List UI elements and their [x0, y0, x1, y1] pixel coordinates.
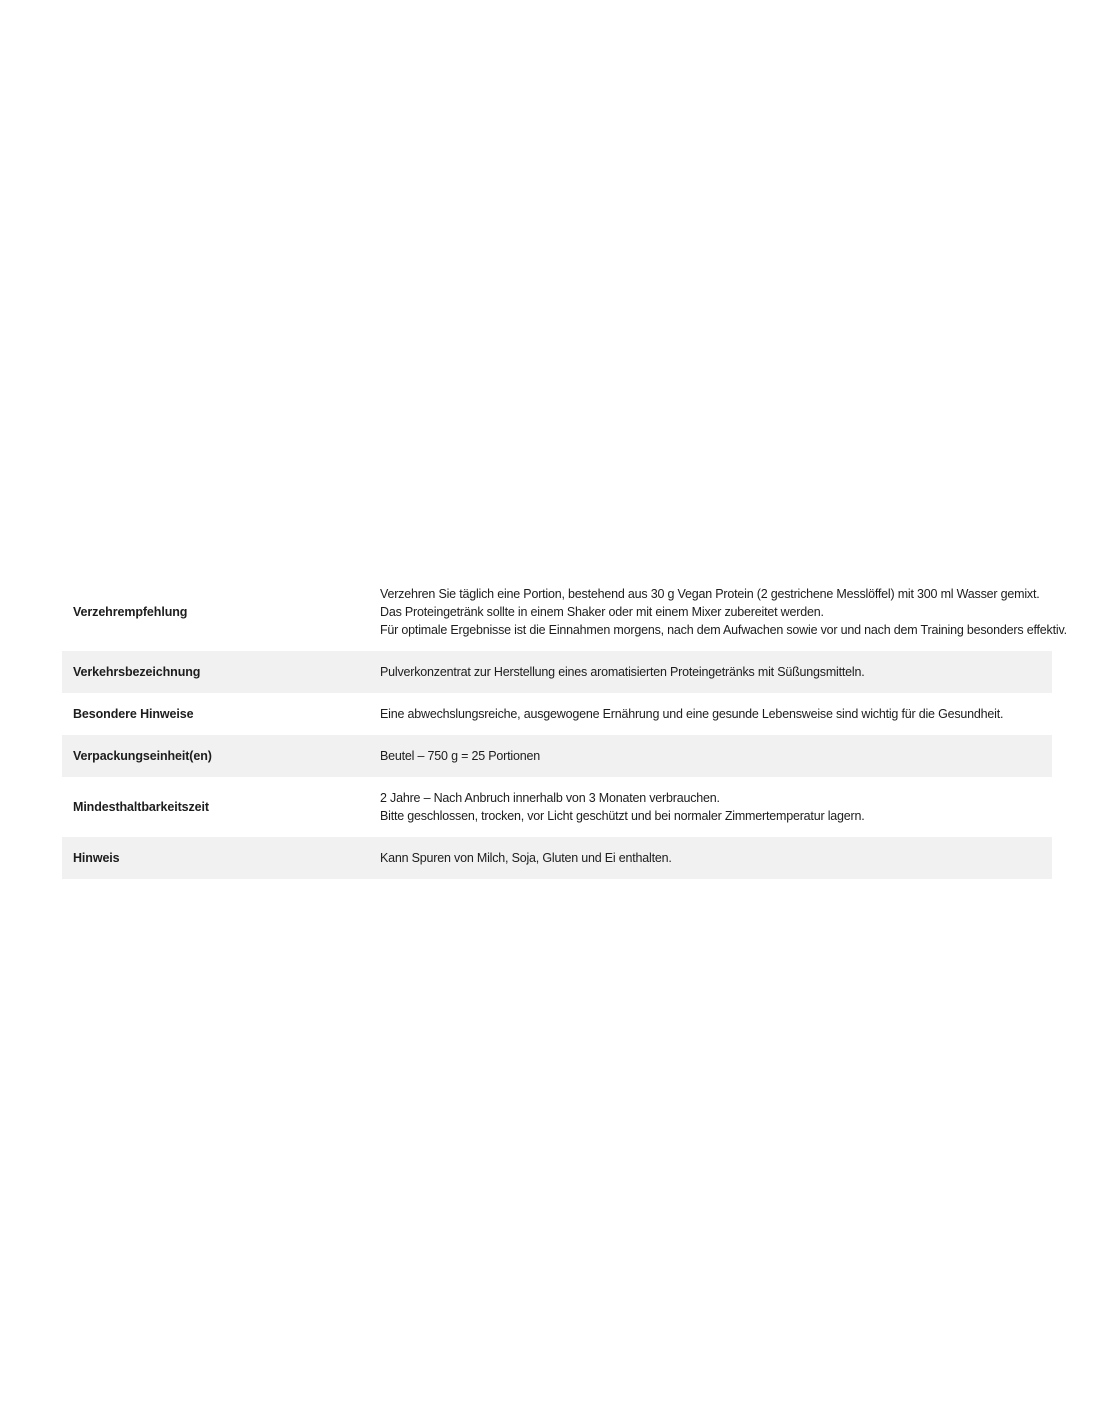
table-row-mindesthaltbarkeitszeit	[62, 777, 1052, 837]
row-value	[380, 705, 1052, 723]
table-row-verkehrsbezeichnung	[62, 651, 1052, 693]
value-line: Eine abwechslungsreiche, ausgewogene Ernährung und eine gesunde Lebensweise sind wichtig für die Gesundheit.	[380, 707, 1004, 721]
table-row-verzehrempfehlung	[62, 573, 1067, 651]
value-line: 2 Jahre – Nach Anbruch innerhalb von 3 Monaten verbrauchen.	[380, 791, 720, 805]
row-value	[380, 789, 1052, 825]
value-line: Verzehren Sie täglich eine Portion, bestehend aus 30 g Vegan Protein (2 gestrichene Messlöffel) mit 300 ml Wasser gemixt.	[380, 587, 1040, 601]
table-row-verpackungseinheit	[62, 735, 1052, 777]
row-value	[380, 849, 1052, 867]
value-line: Pulverkonzentrat zur Herstellung eines aromatisierten Proteingetränks mit Süßungsmitteln.	[380, 665, 865, 679]
row-label: Hinweis	[73, 851, 120, 865]
product-info-table	[62, 573, 1067, 879]
row-label: Verzehrempfehlung	[73, 605, 188, 619]
row-value	[380, 747, 1052, 765]
value-line: Kann Spuren von Milch, Soja, Gluten und Ei enthalten.	[380, 851, 672, 865]
row-value	[380, 663, 1052, 681]
table-row-hinweis	[62, 837, 1052, 879]
row-value	[380, 585, 1081, 639]
row-label: Verkehrsbezeichnung	[73, 665, 201, 679]
row-label: Mindesthaltbarkeitszeit	[73, 800, 209, 814]
value-line: Das Proteingetränk sollte in einem Shaker oder mit einem Mixer zubereitet werden.	[380, 605, 824, 619]
table-row-besondere-hinweise	[62, 693, 1052, 735]
row-label: Verpackungseinheit(en)	[73, 749, 212, 763]
value-line: Für optimale Ergebnisse ist die Einnahmen morgens, nach dem Aufwachen sowie vor und nach dem Training besonders effektiv.	[380, 623, 1067, 637]
row-label: Besondere Hinweise	[73, 707, 194, 721]
value-line: Bitte geschlossen, trocken, vor Licht geschützt und bei normaler Zimmertemperatur lagern.	[380, 809, 865, 823]
value-line: Beutel – 750 g = 25 Portionen	[380, 749, 540, 763]
